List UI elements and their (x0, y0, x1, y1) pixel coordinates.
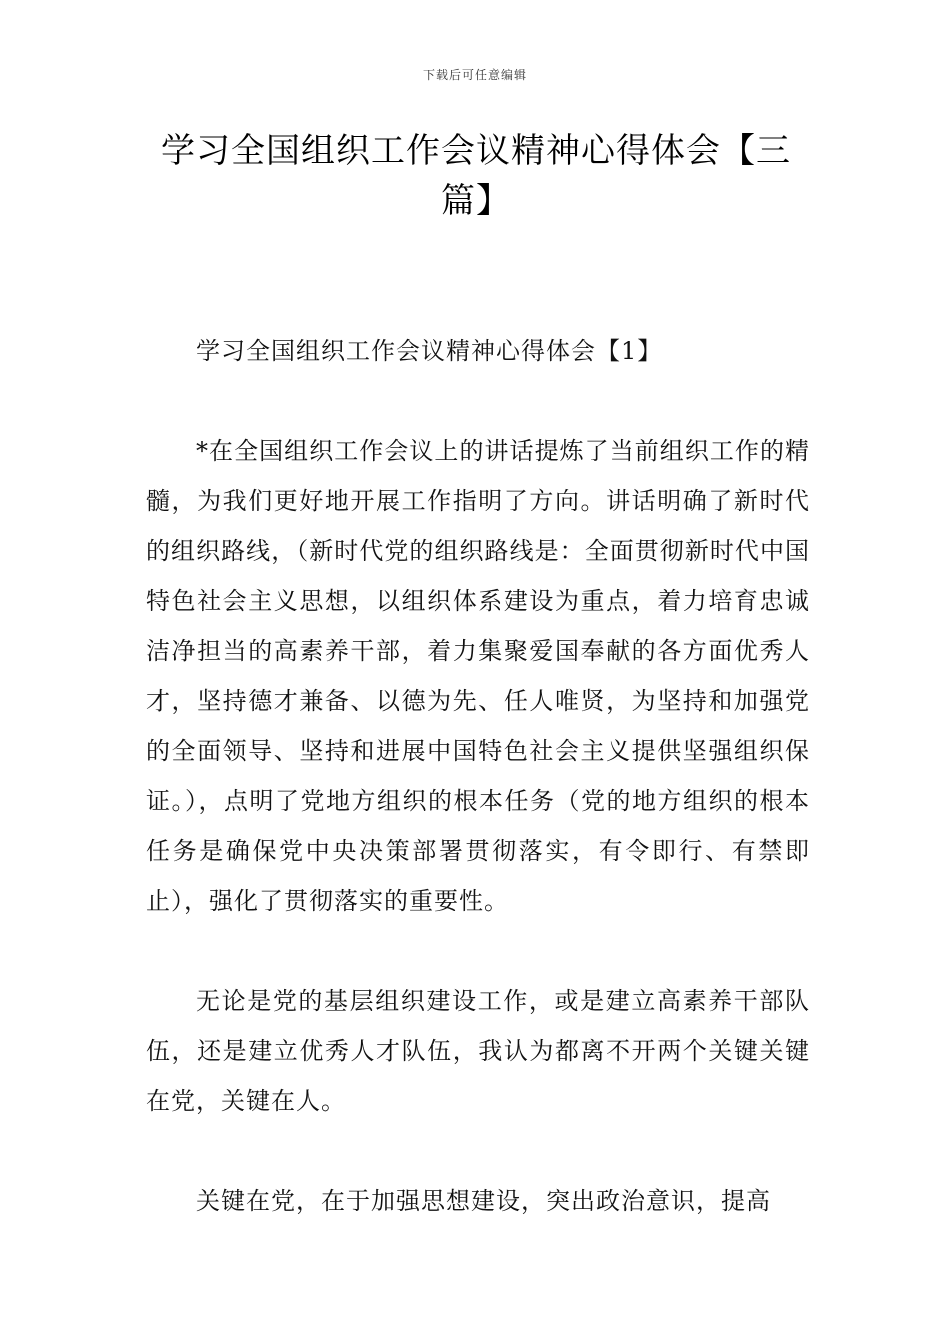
document-body (146, 326, 810, 1276)
section-subtitle: 学习全国组织工作会议精神心得体会【1】 (196, 337, 663, 365)
header-note: 下载后可任意编辑 (422, 68, 527, 82)
paragraph: 关键在党，在于加强思想建设，突出政治意识，提高 (196, 1187, 771, 1215)
document-title: 学习全国组织工作会议精神心得体会【三篇】 (161, 131, 791, 221)
paragraph: 无论是党的基层组织建设工作，或是建立高素养干部队伍，还是建立优秀人才队伍，我认为都离不开两个关键关键在党，关键在人。 (146, 987, 810, 1115)
paragraph: *在全国组织工作会议上的讲话提炼了当前组织工作的精髓，为我们更好地开展工作指明了方向。讲话明确了新时代的组织路线，（新时代党的组织路线是：全面贯彻新时代中国特色社会主义思想，以组织体系建设为重点，着力培育忠诚洁净担当的高素养干部，着力集聚爱国奉献的各方面优秀人才，坚持德才兼备、以德为先、任人唯贤，为坚持和加强党的全面领导、坚持和进展中国特色社会主义提供坚强组织保证。），点明了党地方组织的根本任务（党的地方组织的根本任务是确保党中央决策部署贯彻落实，有令即行、有禁即止），强化了贯彻落实的重要性。 (146, 437, 810, 915)
